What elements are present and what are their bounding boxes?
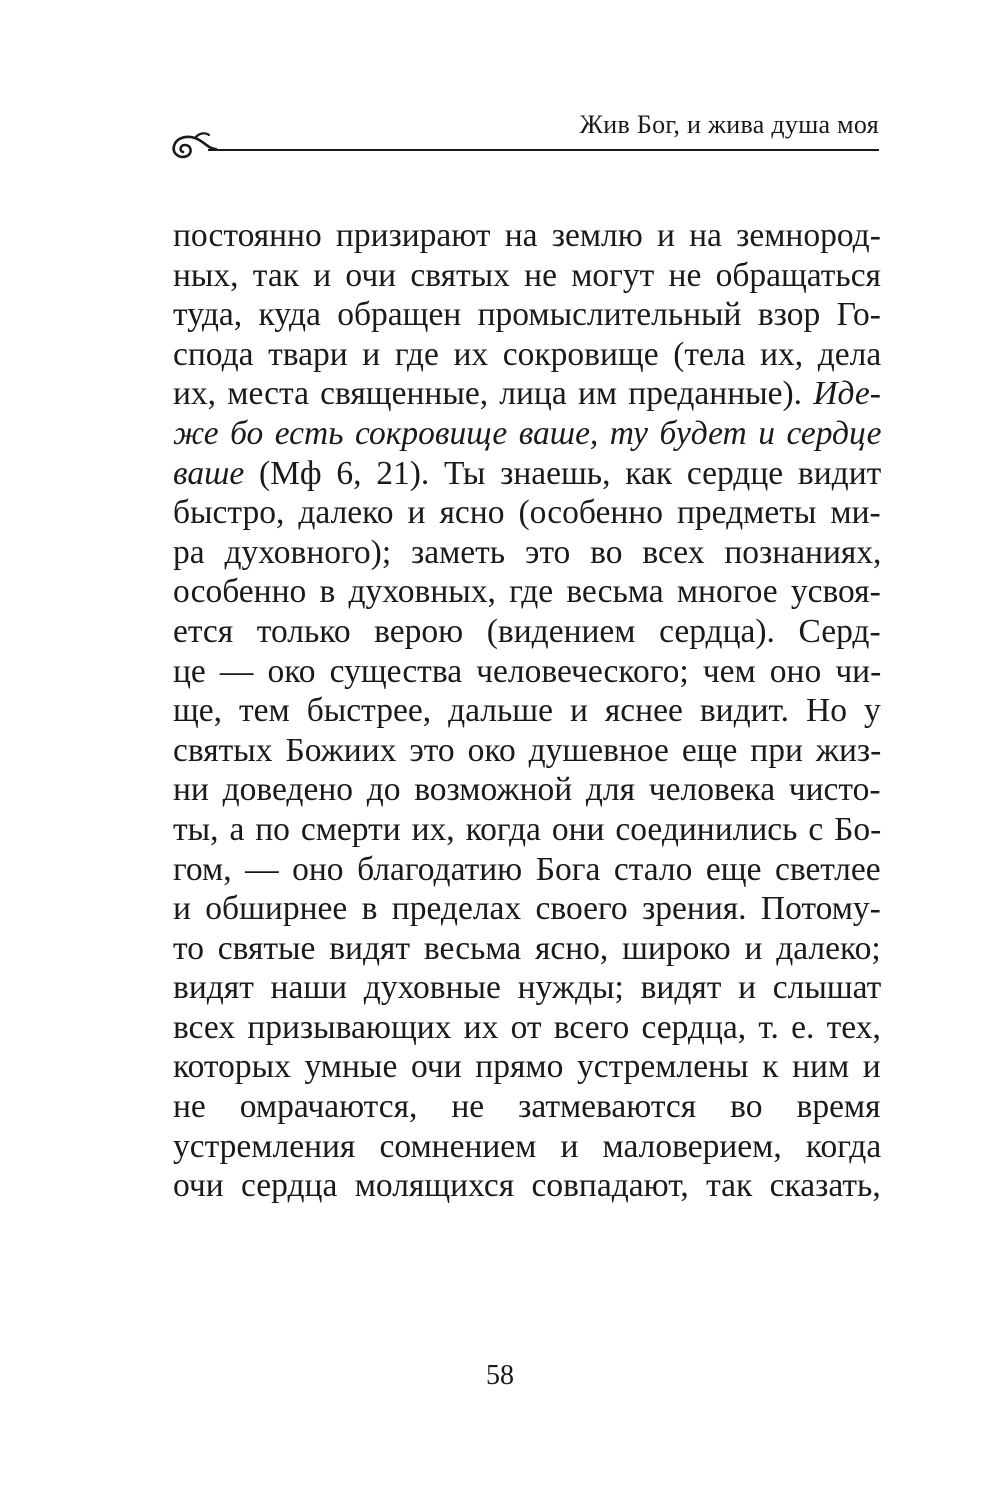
text-span: постоянно призирают на землю и на земнород- [173,217,881,254]
text-line [173,731,881,771]
text-line [173,216,881,256]
text-line [173,493,881,533]
text-span: ни доведено до возможной для человека чисто- [173,771,881,809]
scroll-ornament-icon [168,124,218,164]
text-span: ется только верою (видением сердца). Серд- [173,612,881,650]
text-line [173,572,881,612]
page-number: 58 [486,1360,514,1391]
text-span: це — око существа человеческого; чем оно чи- [173,652,882,690]
text-line [173,533,881,573]
text-line [173,691,881,731]
text-span: очи сердца молящихся совпадают, так сказать, [173,1167,881,1205]
text-line [173,929,881,969]
text-line [173,889,881,929]
text-span: (Мф 6, 21). Ты знаешь, как сердце видит [244,454,882,492]
text-line [173,770,881,810]
text-line [173,1008,881,1048]
text-span: ных, так и очи святых не могут не обращаться [173,256,881,294]
text-span: их, места священные, лица им преданные). [173,375,814,413]
text-line [173,374,881,414]
text-span: особенно в духовных, где весьма многое усвоя- [173,573,881,611]
text-line [173,454,881,494]
text-span: которых умные очи прямо устремлены к ним и [173,1048,881,1086]
text-span: спода твари и где их сокровище (тела их, дела [173,335,882,373]
italic-quote-span: Иде- [813,375,881,413]
text-span: гом, — оно благодатию Бога стало еще светлее [173,850,881,888]
text-line [173,335,881,375]
text-line [173,256,881,296]
text-span: ра духовного); заметь это во всех познаниях, [173,533,882,571]
text-span: ты, а по смерти их, когда они соединились с Бо- [173,810,882,848]
text-line [173,1087,881,1127]
italic-quote-span: ваше [173,454,245,492]
text-line [173,414,881,454]
text-line [173,652,881,692]
text-line [173,612,881,652]
text-span: то святые видят весьма ясно, широко и далеко; [173,929,881,967]
text-line [173,968,881,1008]
text-span: туда, куда обращен промыслительный взор Го- [173,296,881,334]
text-span: видят наши духовные нужды; видят и слышат [173,969,882,1007]
text-line [173,850,881,890]
text-span: устремления сомнением и маловерием, когда [173,1127,882,1165]
text-line [173,810,881,850]
text-line [173,1166,881,1206]
text-line [173,1127,881,1167]
running-head: Жив Бог, и жива душа моя [579,110,879,139]
header-rule [208,149,879,151]
text-span: святых Божиих это око душевное еще при жиз- [173,731,882,769]
text-span: и обширнее в пределах своего зрения. Потому- [173,890,881,928]
text-span: не омрачаются, не затмеваются во время [173,1088,881,1126]
text-span: быстро, далеко и ясно (особенно предметы ми- [173,494,881,532]
body-text [173,216,881,1206]
italic-quote-span: же бо есть сокровище ваше, ту будет и сердце [173,414,882,452]
text-line [173,1047,881,1087]
text-span: ще, тем быстрее, дальше и яснее видит. Но у [173,692,881,730]
text-span: всех призывающих их от всего сердца, т. е. тех, [173,1008,881,1046]
text-line [173,295,881,335]
